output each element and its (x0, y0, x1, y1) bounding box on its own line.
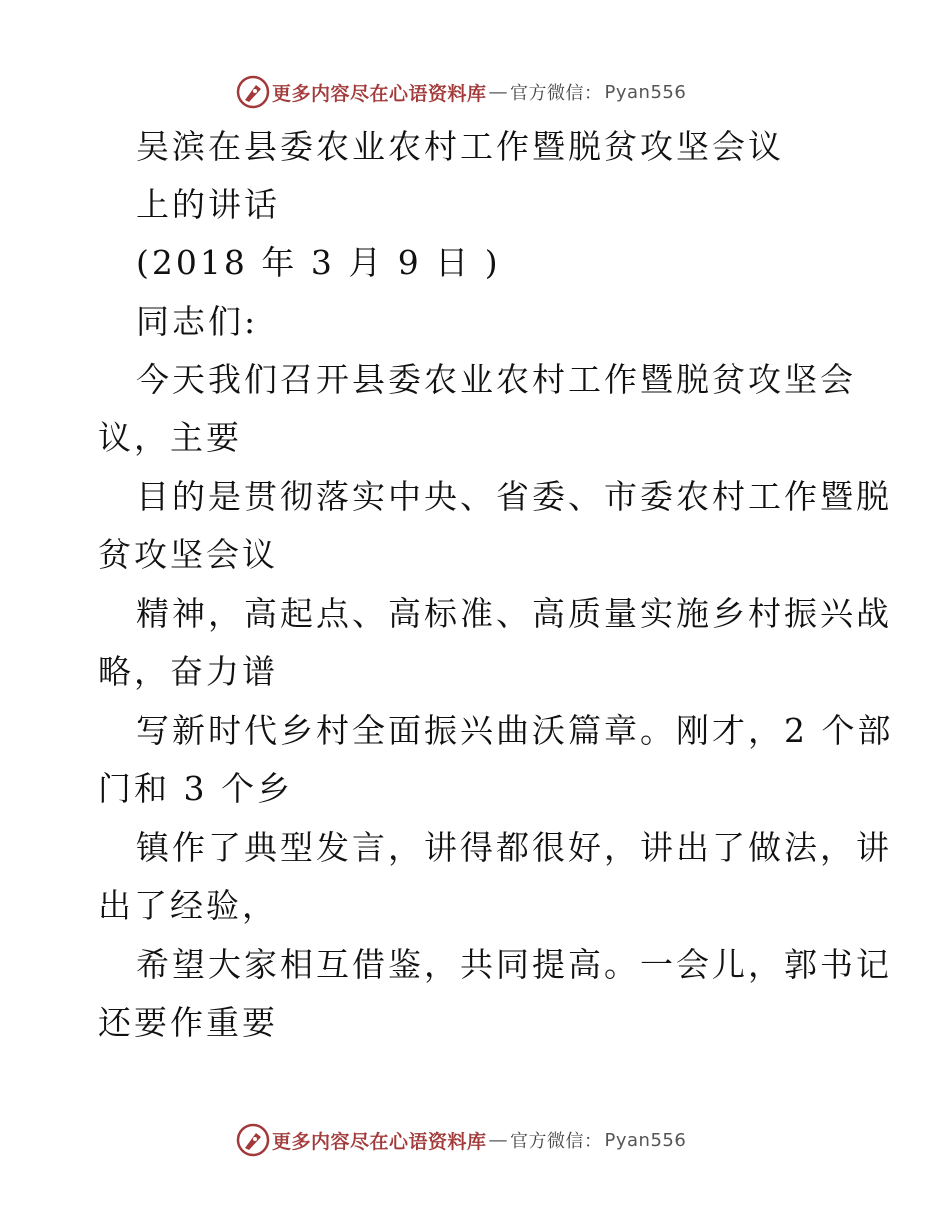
paragraph-line: 今天我们召开县委农业农村工作暨脱贫攻坚会 (136, 360, 856, 399)
paragraph-line: 精神，高起点、高标准、高质量实施乡村振兴战 (136, 594, 892, 633)
paragraph-line: 还要作重要 (98, 1003, 278, 1042)
paragraph-line: 门和 3 个乡 (98, 769, 293, 808)
footer-watermark (0, 1120, 950, 1160)
watermark-text: 更多内容尽在心语资料库 (272, 1130, 487, 1153)
paragraph-line: 贫攻坚会议 (98, 535, 278, 574)
watermark-text: 更多内容尽在心语资料库 (272, 82, 487, 105)
pen-nib-logo-icon (236, 75, 270, 109)
header-watermark (0, 72, 950, 112)
document-salutation: 同志们: (136, 302, 259, 341)
watermark-wechat-id: Pyan556 (604, 1129, 687, 1151)
document-title-line1: 吴滨在县委农业农村工作暨脱贫攻坚会议 (136, 127, 784, 166)
watermark-official-label: 官方微信： (510, 83, 603, 104)
document-date: (2018 年 3 月 9 日 ) (136, 243, 501, 282)
paragraph-line: 希望大家相互借鉴，共同提高。一会儿，郭书记 (136, 945, 892, 984)
pen-nib-logo-icon (236, 1123, 270, 1157)
paragraph-line: 镇作了典型发言，讲得都很好，讲出了做法，讲 (136, 828, 892, 867)
paragraph-line: 略，奋力谱 (98, 652, 278, 691)
watermark-official-label: 官方微信： (510, 1131, 603, 1152)
paragraph-line: 出了经验， (98, 886, 278, 925)
watermark-dash: — (488, 81, 509, 103)
watermark-dash: — (488, 1129, 509, 1151)
watermark-wechat-id: Pyan556 (604, 81, 687, 103)
paragraph-line: 议，主要 (98, 418, 242, 457)
paragraph-line: 写新时代乡村全面振兴曲沃篇章。刚才，2 个部 (136, 711, 894, 750)
document-title-line2: 上的讲话 (136, 185, 280, 224)
paragraph-line: 目的是贯彻落实中央、省委、市委农村工作暨脱 (136, 477, 892, 516)
